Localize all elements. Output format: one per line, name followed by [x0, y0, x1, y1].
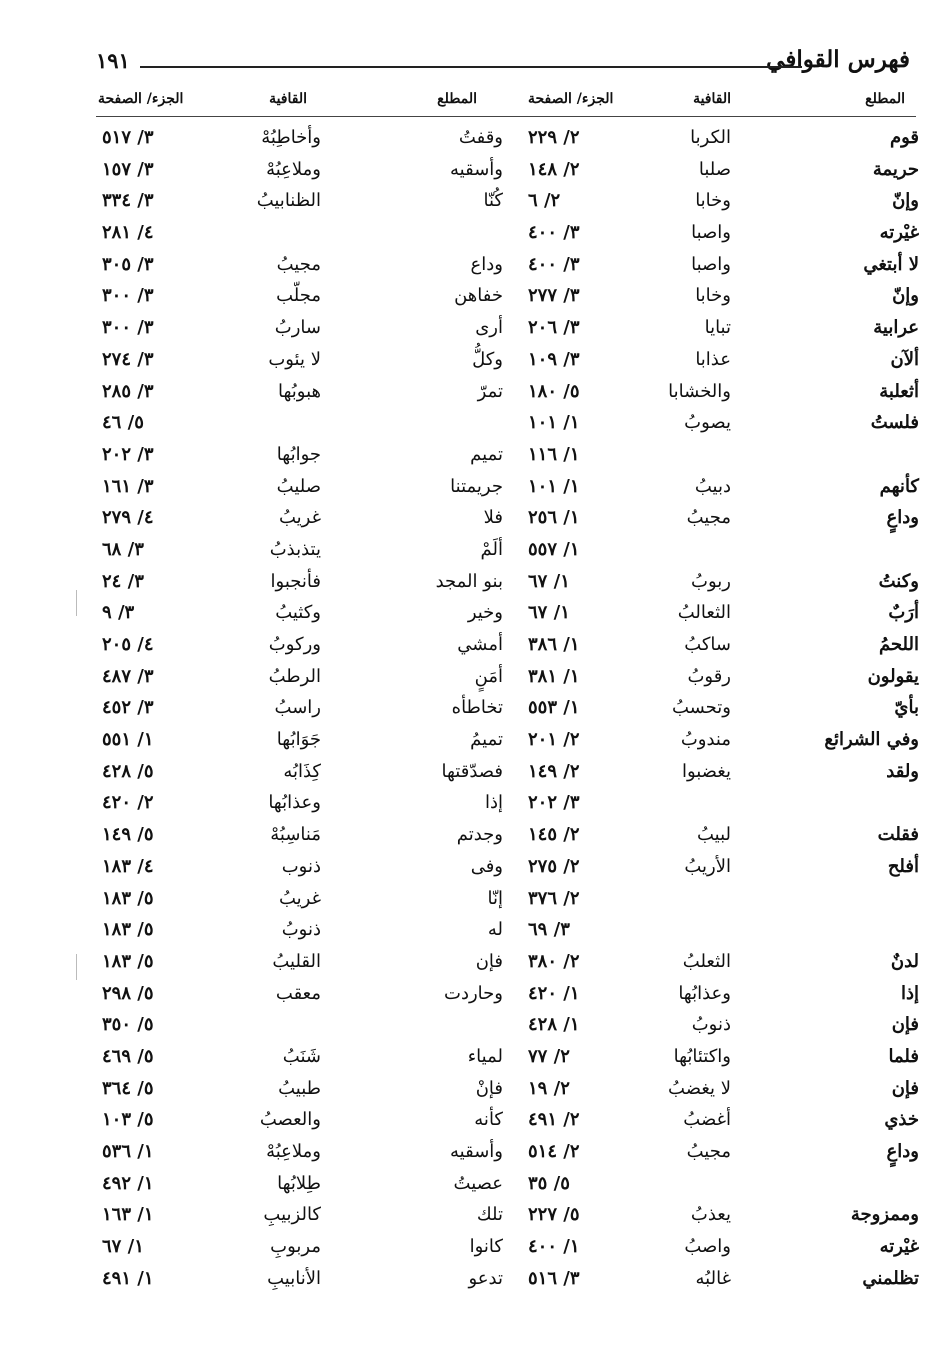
table-row [0, 979, 939, 1011]
right-matla-cell: فإن [891, 1014, 919, 1036]
right-ref-cell: ٣/ ٢٠٦ [528, 317, 580, 339]
left-ref-cell: ٣/ ٥١٧ [102, 127, 154, 148]
left-matla-cell: وكلُّ [472, 348, 503, 370]
right-ref-cell: ٢/ ١٤٨ [528, 158, 580, 180]
left-matla-cell: وحاردت [444, 982, 503, 1004]
right-qafiya-cell: يصوبُ [684, 412, 731, 434]
left-ref-cell: ٣/ ٤٥٢ [102, 697, 154, 719]
right-matla-cell: فلستُ [870, 412, 919, 434]
left-qafiya-cell: والعصبُ [259, 1109, 321, 1131]
table-row [0, 567, 939, 599]
right-qafiya-cell: ربوبُ [691, 570, 731, 592]
right-ref-cell: ٣/ ٦٩ [528, 919, 570, 941]
table-row [0, 408, 939, 440]
left-qafiya-cell: لا يئوب [268, 348, 321, 370]
left-matla-cell: لمياء [467, 1045, 503, 1067]
right-qafiya-cell: وخابا [695, 285, 731, 307]
left-qafiya-cell: وملاعِبُهْ [266, 158, 321, 180]
left-qafiya-cell: وملاعِبُهْ [266, 1141, 321, 1162]
left-matla-cell: كُنّا [483, 190, 503, 212]
right-qafiya-cell: يعذبُ [690, 1204, 731, 1226]
left-qafiya-cell: فأنجبوا [270, 570, 321, 592]
table-row [0, 915, 939, 947]
left-qafiya-cell: شَنَبُ [282, 1045, 321, 1067]
table-row [0, 725, 939, 757]
right-ref-cell: ١/ ٤٠٠ [528, 1236, 580, 1258]
left-qafiya-cell: كِذَابُه [283, 760, 321, 782]
left-matla-cell: وداع [470, 253, 503, 275]
table-row [0, 1264, 939, 1296]
left-ref-cell: ٤/ ٢٧٩ [102, 507, 154, 529]
table-row [0, 757, 939, 789]
right-matla-cell: أرَبٌ [888, 602, 919, 624]
right-qafiya-cell: عذابا [695, 348, 731, 370]
right-matla-cell: وكنتُ [878, 570, 919, 592]
right-ref-cell: ١/ ٤٢٨ [528, 1014, 580, 1036]
right-ref-cell: ٢/ ١٤٥ [528, 824, 580, 846]
left-matla-cell: تميم [470, 443, 503, 465]
left-qafiya-cell: الأنابيبِ [267, 1267, 321, 1289]
left-matla-cell: له [487, 919, 503, 941]
left-ref-cell: ٣/ ٩ [102, 602, 135, 624]
left-matla-cell: إنّا [487, 887, 503, 909]
table-row [0, 788, 939, 820]
left-ref-cell: ٥/ ١٨٣ [102, 887, 154, 909]
table-row [0, 884, 939, 916]
table-row [0, 472, 939, 504]
right-ref-cell: ١/ ١٠١ [528, 412, 580, 434]
right-ref-cell: ١/ ٢٥٦ [528, 507, 580, 529]
table-row [0, 377, 939, 409]
right-ref-cell: ١/ ٦٧ [528, 570, 570, 592]
right-qafiya-cell: وخابا [695, 190, 731, 212]
left-ref-cell: ٤/ ٢٨١ [102, 222, 154, 244]
left-matla-cell: فإن [475, 950, 503, 972]
right-ref-cell: ٥/ ٣٥ [528, 1172, 570, 1194]
left-matla-cell: تمرّ [477, 380, 503, 402]
right-matla-cell: لا أبتغي [863, 253, 919, 275]
right-ref-cell: ٢/ ١٩ [528, 1077, 570, 1099]
right-ref-cell: ٣/ ١٠٩ [528, 348, 580, 370]
left-ref-cell: ٢/ ٤٢٠ [102, 792, 154, 814]
right-matla-cell: عرابية [873, 317, 919, 339]
left-matla-cell: فصدّقتها [441, 760, 503, 782]
left-qafiya-cell: ذنوبُ [281, 919, 321, 941]
right-ref-cell: ٢/ ٢٢٩ [528, 127, 580, 148]
right-ref-cell: ٢/ ٣٨٠ [528, 950, 580, 972]
right-matla-cell: ولقد [886, 760, 919, 782]
margin-mark [76, 954, 77, 980]
right-qafiya-cell: لبيبُ [696, 824, 731, 846]
right-ref-header: الجزء/ الصفحة [528, 91, 614, 107]
left-matla-cell: وقفتُ [458, 127, 503, 148]
left-qafiya-cell: وعذابُها [268, 792, 321, 814]
left-qafiya-cell: الظنابيبُ [256, 190, 321, 212]
right-qafiya-cell: تبايا [704, 317, 731, 339]
right-qafiya-cell: مندوبُ [680, 729, 731, 751]
left-matla-cell: أمشي [457, 634, 503, 655]
header-rule-underline [96, 116, 916, 117]
right-ref-cell: ١/ ١١٦ [528, 443, 580, 465]
right-matla-cell: وداعٍ [886, 507, 919, 529]
right-matla-cell: فإن [891, 1077, 919, 1099]
right-matla-cell: تظلمني [862, 1267, 919, 1289]
right-matla-header: المطلع [865, 91, 905, 107]
right-matla-cell: وداعٍ [886, 1141, 919, 1162]
left-ref-cell: ٣/ ٢٤ [102, 570, 144, 592]
left-ref-cell: ٣/ ٣٠٠ [102, 285, 154, 307]
left-ref-cell: ٣/ ٢٠٢ [102, 443, 154, 465]
right-qafiya-cell: أغضبُ [683, 1109, 731, 1131]
table-row [0, 662, 939, 694]
left-qafiya-cell: مَناسِبُهْ [270, 824, 321, 846]
right-ref-cell: ٣/ ٥١٦ [528, 1267, 580, 1289]
right-qafiya-cell: لا يغضبُ [668, 1077, 731, 1099]
right-ref-cell: ١/ ٥٥٣ [528, 697, 580, 719]
left-qafiya-cell: معقب [275, 982, 321, 1004]
left-matla-cell: كأنه [474, 1109, 503, 1131]
left-qafiya-cell: كالزبيبِ [263, 1204, 321, 1226]
left-ref-cell: ٣/ ٣٠٠ [102, 317, 154, 339]
right-ref-cell: ٥/ ١٨٠ [528, 380, 580, 402]
left-matla-cell: تلك [476, 1204, 503, 1226]
left-qafiya-cell: هبوبُها [277, 380, 321, 402]
right-qafiya-cell: الثعلبُ [682, 950, 731, 972]
right-qafiya-cell: والخشابا [668, 380, 731, 402]
page-header [96, 44, 910, 84]
right-matla-cell: أثعلبة [879, 380, 919, 402]
table-row [0, 630, 939, 662]
right-ref-cell: ١/ ١٠١ [528, 475, 580, 497]
left-ref-cell: ٣/ ١٥٧ [102, 158, 154, 180]
left-ref-cell: ٤/ ٢٠٥ [102, 634, 154, 655]
right-qafiya-cell: دبيبُ [694, 475, 731, 497]
right-qafiya-cell: مجيبُ [686, 1141, 731, 1162]
left-ref-cell: ٥/ ٤٦٩ [102, 1045, 154, 1067]
table-row [0, 1137, 939, 1169]
left-ref-cell: ٥/ ٣٥٠ [102, 1014, 154, 1036]
left-ref-header: الجزء/ الصفحة [98, 91, 184, 107]
right-qafiya-cell: مجيبُ [686, 507, 731, 529]
left-ref-cell: ٥/ ١٤٩ [102, 824, 154, 846]
right-ref-cell: ٥/ ٢٢٧ [528, 1204, 580, 1226]
table-row [0, 250, 939, 282]
right-ref-cell: ٣/ ٤٠٠ [528, 222, 580, 244]
right-matla-cell: وإنّ [892, 190, 919, 212]
right-qafiya-cell: واصبا [691, 253, 731, 275]
right-matla-cell: وفي الشرائع [824, 729, 919, 751]
left-qafiya-cell: جوابُها [276, 443, 321, 465]
table-row [0, 947, 939, 979]
right-qafiya-cell: واصبا [691, 222, 731, 244]
left-qafiya-cell: طبيبُ [278, 1077, 321, 1099]
left-qafiya-cell: ذنوب [281, 855, 321, 877]
right-matla-cell: يقولون [867, 665, 919, 687]
left-qafiya-cell: وكثيبُ [275, 602, 321, 624]
margin-mark [76, 590, 77, 616]
right-qafiya-cell: رقوبُ [687, 665, 731, 687]
left-ref-cell: ١/ ١٦٣ [102, 1204, 154, 1226]
right-ref-cell: ١/ ٦٧ [528, 602, 570, 624]
right-ref-cell: ١/ ٣٨١ [528, 665, 580, 687]
left-qafiya-header: القافية [269, 91, 307, 107]
left-matla-cell: وفى [470, 855, 503, 877]
left-ref-cell: ٣/ ٢٧٤ [102, 348, 154, 370]
table-row [0, 281, 939, 313]
table-row [0, 186, 939, 218]
table-row [0, 852, 939, 884]
right-qafiya-cell: غالبُه [695, 1267, 731, 1289]
right-matla-cell: إذا [900, 982, 919, 1004]
left-matla-cell: عصيتُ [453, 1172, 503, 1194]
right-qafiya-cell: صلبا [698, 158, 731, 180]
table-row [0, 218, 939, 250]
table-row [0, 345, 939, 377]
right-ref-cell: ٢/ ٦ [528, 190, 561, 212]
right-matla-cell: كأنهم [879, 475, 919, 497]
left-ref-cell: ٣/ ١٦١ [102, 475, 154, 497]
left-matla-cell: أمَنٍ [474, 665, 503, 687]
right-ref-cell: ١/ ٤٢٠ [528, 982, 580, 1004]
right-matla-cell: غيْرته [879, 1236, 919, 1258]
table-row [0, 503, 939, 535]
left-qafiya-cell: صليبُ [276, 475, 321, 497]
left-matla-cell: وخير [467, 602, 503, 624]
left-matla-cell: فلا [483, 507, 503, 529]
right-qafiya-cell: وتحسبُ [671, 697, 731, 719]
right-matla-cell: لدنٌ [890, 950, 919, 972]
left-matla-cell: وجدتم [456, 824, 503, 846]
table-row [0, 1042, 939, 1074]
left-ref-cell: ١/ ٥٣٦ [102, 1141, 154, 1162]
left-ref-cell: ٣/ ٤٨٧ [102, 665, 154, 687]
table-row [0, 1010, 939, 1042]
left-ref-cell: ٣/ ٢٨٥ [102, 380, 154, 402]
right-matla-cell: فلما [888, 1045, 919, 1067]
right-qafiya-cell: وعذابُها [678, 982, 731, 1004]
left-ref-cell: ٥/ ٤٢٨ [102, 760, 154, 782]
right-qafiya-cell: الكربا [690, 127, 731, 148]
page-number: ١٩١ [96, 48, 130, 73]
right-matla-cell: ألآن [890, 348, 919, 370]
left-qafiya-cell: طِلابُها [277, 1172, 321, 1194]
table-row [0, 123, 939, 155]
left-qafiya-cell: وركوبُ [268, 634, 321, 655]
right-qafiya-cell: ساكبُ [684, 634, 731, 655]
right-ref-cell: ٣/ ٤٠٠ [528, 253, 580, 275]
left-matla-cell: أرى [475, 317, 503, 339]
left-ref-cell: ٥/ ١٠٣ [102, 1109, 154, 1131]
left-matla-header: المطلع [437, 91, 477, 107]
right-qafiya-cell: واصبُ [684, 1236, 731, 1258]
left-matla-cell: خفاهن [454, 285, 503, 307]
right-ref-cell: ٢/ ٢٧٥ [528, 855, 580, 877]
right-matla-cell: حريمة [872, 158, 919, 180]
left-matla-cell: تميمُ [470, 729, 503, 751]
right-qafiya-header: القافية [693, 91, 731, 107]
left-qafiya-cell: جَوَابُها [276, 729, 321, 751]
table-row [0, 820, 939, 852]
table-row [0, 313, 939, 345]
table-row [0, 440, 939, 472]
index-rows [0, 123, 939, 1295]
left-matla-cell: وأسقيه [450, 1141, 503, 1162]
left-qafiya-cell: القليبُ [272, 950, 321, 972]
left-ref-cell: ٥/ ٢٩٨ [102, 982, 154, 1004]
left-matla-cell: جريمتنا [450, 475, 503, 497]
left-matla-cell: وأسقيه [450, 158, 503, 180]
right-matla-cell: خذي [884, 1109, 919, 1131]
right-ref-cell: ١/ ٣٨٦ [528, 634, 580, 655]
right-matla-cell: بأيّ [894, 697, 919, 719]
left-qafiya-cell: مربوبِ [270, 1236, 321, 1258]
left-qafiya-cell: وأخاطِبُهْ [261, 127, 321, 148]
left-qafiya-cell: راسبُ [274, 697, 321, 719]
table-row [0, 693, 939, 725]
table-row [0, 155, 939, 187]
table-row [0, 598, 939, 630]
right-ref-cell: ٢/ ٧٧ [528, 1045, 570, 1067]
right-matla-cell: اللحمُ [878, 634, 919, 655]
right-ref-cell: ٢/ ٤٩١ [528, 1109, 580, 1131]
left-matla-cell: تدعو [468, 1267, 503, 1289]
left-ref-cell: ٥/ ١٨٣ [102, 919, 154, 941]
right-matla-cell: وإنّ [892, 285, 919, 307]
left-matla-cell: بنو المجد [435, 570, 503, 592]
left-qafiya-cell: مجيبُ [276, 253, 321, 275]
left-matla-cell: ألَمْ [480, 538, 503, 560]
right-ref-cell: ٣/ ٢٠٢ [528, 792, 580, 814]
left-matla-cell: إذا [484, 792, 503, 814]
right-qafiya-cell: يغضبوا [681, 760, 731, 782]
left-qafiya-cell: مجلّب [276, 285, 321, 307]
right-ref-cell: ٢/ ٥١٤ [528, 1141, 580, 1162]
left-ref-cell: ١/ ٤٩٢ [102, 1172, 154, 1194]
table-row [0, 1232, 939, 1264]
right-ref-cell: ١/ ٥٥٧ [528, 538, 580, 560]
left-matla-cell: تخاطأه [451, 697, 503, 719]
left-ref-cell: ٣/ ٣٣٤ [102, 190, 154, 212]
left-qafiya-cell: غريبُ [278, 507, 321, 529]
table-row [0, 1169, 939, 1201]
right-ref-cell: ٣/ ٢٧٧ [528, 285, 580, 307]
left-ref-cell: ٥/ ٣٦٤ [102, 1077, 154, 1099]
right-qafiya-cell: ذنوبُ [691, 1014, 731, 1036]
left-matla-cell: كانوا [469, 1236, 503, 1258]
left-ref-cell: ١/ ٦٧ [102, 1236, 144, 1258]
left-qafiya-cell: الرطبُ [268, 665, 321, 687]
right-qafiya-cell: الأريبُ [684, 855, 731, 877]
right-matla-cell: أفلح [887, 855, 919, 877]
right-matla-cell: وممزوجة [850, 1204, 919, 1226]
left-ref-cell: ١/ ٥٥١ [102, 729, 154, 751]
column-headers [0, 91, 939, 115]
header-rule [140, 66, 802, 68]
table-row [0, 1200, 939, 1232]
left-qafiya-cell: يتذبذبُ [269, 538, 321, 560]
right-qafiya-cell: الثعالبُ [677, 602, 731, 624]
left-ref-cell: ٤/ ١٨٣ [102, 855, 154, 877]
right-matla-cell: غيْرته [879, 222, 919, 244]
left-ref-cell: ٥/ ٤٦ [102, 412, 144, 434]
table-row [0, 1105, 939, 1137]
right-ref-cell: ٢/ ٣٧٦ [528, 887, 580, 909]
right-matla-cell: فقلت [877, 824, 919, 846]
left-matla-cell: فإنْ [475, 1077, 503, 1099]
table-row [0, 535, 939, 567]
right-ref-cell: ٢/ ١٤٩ [528, 760, 580, 782]
right-ref-cell: ٢/ ٢٠١ [528, 729, 580, 751]
right-matla-cell: قوم [889, 127, 919, 148]
left-ref-cell: ٣/ ٦٨ [102, 538, 144, 560]
left-ref-cell: ١/ ٤٩١ [102, 1267, 154, 1289]
left-qafiya-cell: غريبُ [278, 887, 321, 909]
page-title: فهرس القوافي [766, 46, 910, 73]
right-qafiya-cell: واكتئابُها [673, 1045, 731, 1067]
table-row [0, 1074, 939, 1106]
left-qafiya-cell: ساربُ [274, 317, 321, 339]
left-ref-cell: ٥/ ١٨٣ [102, 950, 154, 972]
left-ref-cell: ٣/ ٣٠٥ [102, 253, 154, 275]
